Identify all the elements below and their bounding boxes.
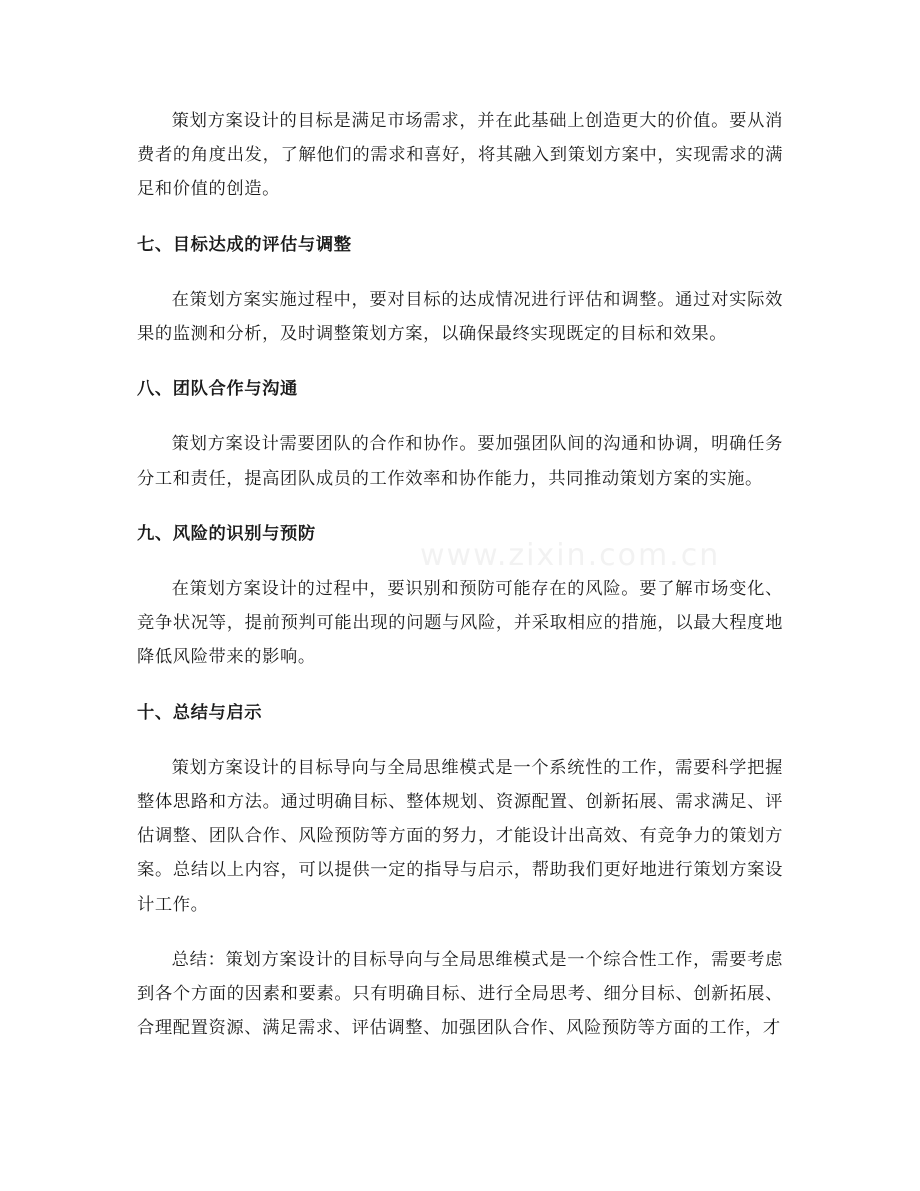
document-body bbox=[137, 104, 783, 1066]
watermark: www.zixin.com.cn bbox=[420, 538, 721, 573]
paragraph-10: 策划方案设计的目标导向与全局思维模式是一个系统性的工作，需要科学把握整体思路和方法。通过明确目标、整体规划、资源配置、创新拓展、需求满足、评估调整、团队合作、风险预防等方面的努力，才能设计出高效、有竞争力的策划方案。总结以上内容，可以提供一定的指导与启示，帮助我们更好地进行策划方案设计工作。 bbox=[137, 757, 783, 915]
paragraph-summary: 总结：策划方案设计的目标导向与全局思维模式是一个综合性工作，需要考虑到各个方面的因素和要素。只有明确目标、进行全局思考、细分目标、创新拓展、合理配置资源、满足需求、评估调整、加强团队合作、风险预防等方面的工作，才 bbox=[137, 949, 783, 1039]
paragraph-8: 策划方案设计需要团队的合作和协作。要加强团队间的沟通和协调，明确任务分工和责任，提高团队成员的工作效率和协作能力，共同推动策划方案的实施。 bbox=[137, 434, 783, 489]
paragraph-intro: 策划方案设计的目标是满足市场需求，并在此基础上创造更大的价值。要从消费者的角度出发，了解他们的需求和喜好，将其融入到策划方案中，实现需求的满足和价值的创造。 bbox=[137, 111, 783, 200]
paragraph-9: 在策划方案设计的过程中，要识别和预防可能存在的风险。要了解市场变化、竞争状况等，提前预判可能出现的问题与风险，并采取相应的措施，以最大程度地降低风险带来的影响。 bbox=[137, 579, 783, 668]
section-heading-7: 七、目标达成的评估与调整 bbox=[137, 234, 352, 255]
section-heading-10: 十、总结与启示 bbox=[137, 702, 263, 723]
section-heading-9: 九、风险的识别与预防 bbox=[137, 523, 316, 544]
paragraph-7: 在策划方案实施过程中，要对目标的达成情况进行评估和调整。通过对实际效果的监测和分析，及时调整策划方案，以确保最终实现既定的目标和效果。 bbox=[137, 289, 783, 345]
section-heading-8: 八、团队合作与沟通 bbox=[137, 379, 298, 400]
